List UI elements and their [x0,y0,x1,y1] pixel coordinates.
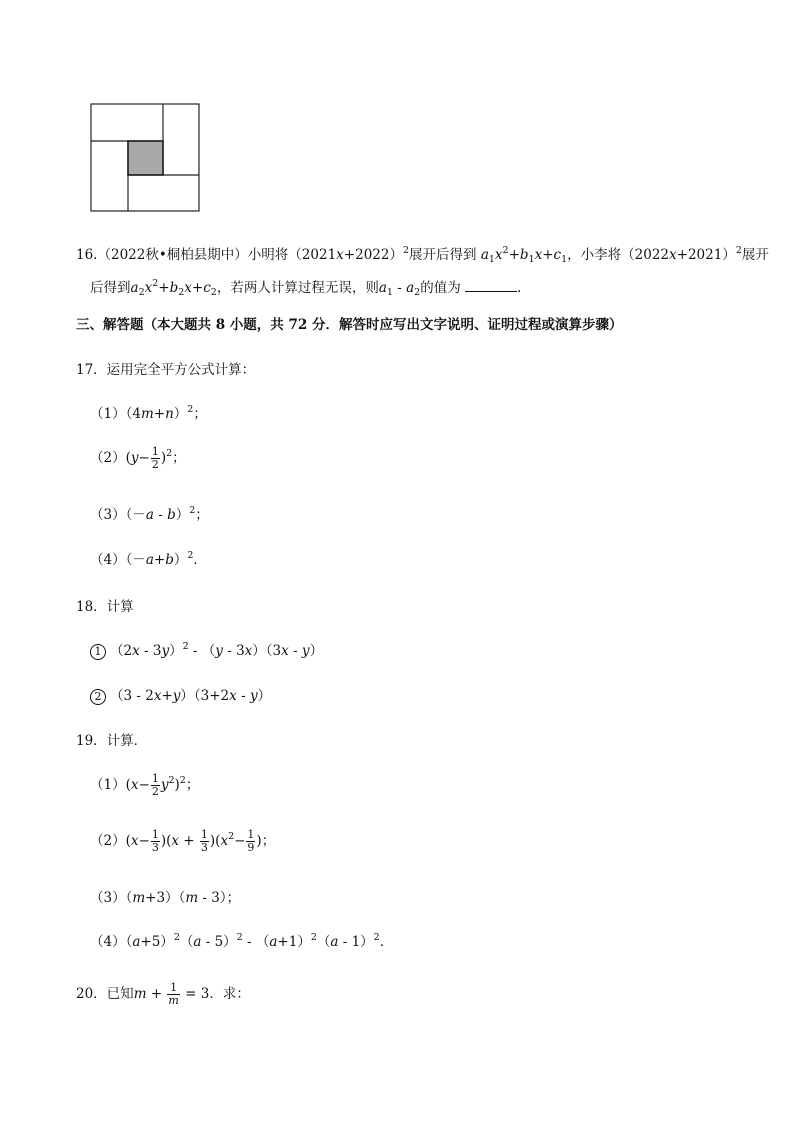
question-17-part-4: $(4)(-a+b)^2$． [90,550,207,568]
question-20-title: 20．已知m + $\frac{1}{m}$ = 3．求： [76,981,250,1007]
question-17-part-1: $(1)(4m+n)^2$； [90,404,207,422]
section-3-heading: 三、解答题（本大题共 8 小题，共 72 分．解答时应写出文字说明、证明过程或演算步骤） [76,317,623,333]
question-17-part-3: $(3)(-a - b)^2$； [90,505,209,523]
question-19-part-4: $(4)(a+5)^2(a - 5)^2 - (a+1)^2(a - 1)^2$． [90,932,394,950]
answer-blank[interactable] [465,279,517,292]
circled-number-1: 1 [90,644,106,660]
circled-number-2: 2 [90,689,106,705]
question-19-title: 19．计算． [76,733,148,749]
shaded-center-square [128,141,163,175]
square-pattern-figure [90,103,202,215]
question-19-part-1: （1）(x− $\frac{1}{2}$ $y^2)^2$； [90,772,200,798]
question-16-line-2: 后得到$a_2x^2+b_2x+c_2$，若两人计算过程无误，则$a_1 - a_2$的值为 . [90,278,522,298]
question-17-part-2: （2）(y− $\frac{1}{2}$ )$^2$； [90,445,186,471]
question-18-part-2: 2 （3 - 2x+y）（3+2x - y） [90,684,271,705]
question-16-number: 16. [76,247,98,263]
question-16-line-1: 16.（2022秋•桐柏县期中）小明将$(2021x+2022)^2$展开后得到 $a_1x^2+b_1x+c_1$，小李将$(2022x+2021)^2$展开 [76,245,769,265]
question-18-part-1: 1 （2x - 3y）$^2$ - （y - 3x）（3x - y） [90,639,323,660]
question-16-source: （2022秋•桐柏县期中） [97,247,248,263]
question-19-part-2: （2）(x− $\frac{1}{3}$ )(x + $\frac{1}{3}$ )($x^2-$ $\frac{1}{9}$ )； [90,828,276,854]
question-17-title: 17．运用完全平方公式计算： [76,362,256,378]
question-18-title: 18．计算 [76,599,134,615]
question-19-part-3: （3）（m+3）（m - 3）； [90,890,241,906]
